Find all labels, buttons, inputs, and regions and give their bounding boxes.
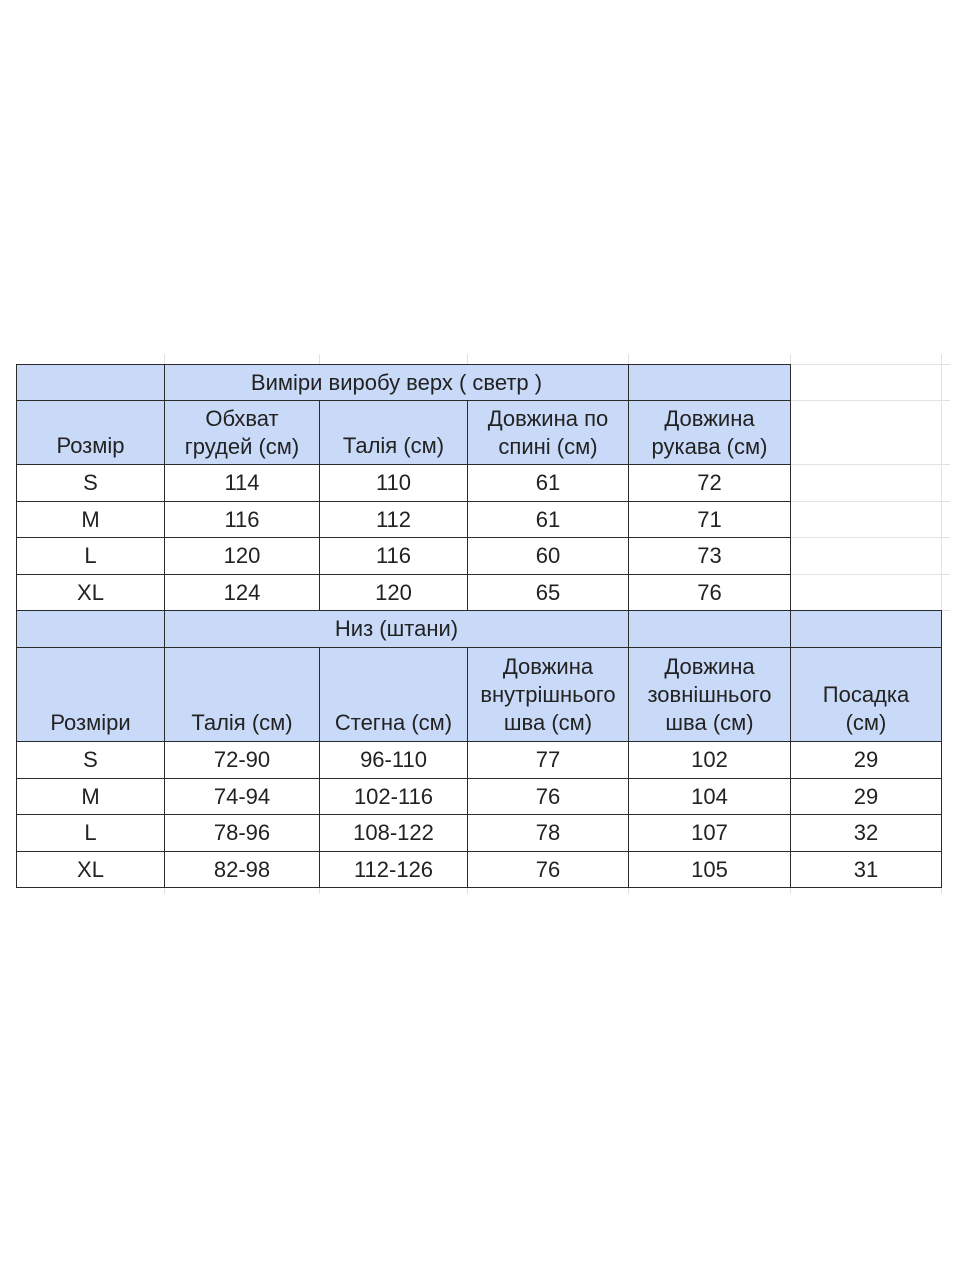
value-cell: 29	[791, 779, 942, 815]
bottom-size-table	[16, 610, 942, 888]
top-header-row	[17, 401, 942, 465]
size-cell: XL	[17, 575, 165, 611]
value-cell: 32	[791, 815, 942, 852]
value-cell: 102-116	[320, 779, 468, 815]
value-cell: 116	[320, 538, 468, 575]
header-waist: Талія (см)	[320, 401, 468, 465]
value-cell: 61	[468, 465, 629, 502]
value-cell: 112	[320, 502, 468, 538]
size-cell: XL	[17, 852, 165, 888]
header-waist: Талія (см)	[165, 648, 320, 742]
table-row	[17, 742, 942, 779]
value-cell: 124	[165, 575, 320, 611]
bottom-title-spacer	[17, 611, 165, 648]
size-cell: S	[17, 742, 165, 779]
bottom-title-spacer-far	[791, 611, 942, 648]
header-sizes: Розміри	[17, 648, 165, 742]
header-inseam: Довжина внутрішнього шва (см)	[468, 648, 629, 742]
table-row	[17, 779, 942, 815]
value-cell: 114	[165, 465, 320, 502]
table-row	[17, 538, 942, 575]
value-cell: 60	[468, 538, 629, 575]
value-cell: 102	[629, 742, 791, 779]
value-cell: 76	[468, 779, 629, 815]
value-cell: 82-98	[165, 852, 320, 888]
value-cell: 110	[320, 465, 468, 502]
value-cell: 120	[165, 538, 320, 575]
value-cell: 108-122	[320, 815, 468, 852]
value-cell: 65	[468, 575, 629, 611]
value-cell: 112-126	[320, 852, 468, 888]
table-row	[17, 852, 942, 888]
value-cell: 77	[468, 742, 629, 779]
value-cell: 78	[468, 815, 629, 852]
value-cell: 29	[791, 742, 942, 779]
top-size-table	[16, 364, 942, 611]
value-cell: 72-90	[165, 742, 320, 779]
header-size: Розмір	[17, 401, 165, 465]
value-cell: 76	[629, 575, 791, 611]
value-cell: 78-96	[165, 815, 320, 852]
header-back-length: Довжина по спині (см)	[468, 401, 629, 465]
value-cell: 96-110	[320, 742, 468, 779]
value-cell: 71	[629, 502, 791, 538]
top-title-spacer	[17, 365, 165, 401]
size-cell: S	[17, 465, 165, 502]
header-hips: Стегна (см)	[320, 648, 468, 742]
size-cell: L	[17, 538, 165, 575]
table-row	[17, 815, 942, 852]
header-chest: Обхват грудей (см)	[165, 401, 320, 465]
value-cell: 73	[629, 538, 791, 575]
bottom-table-title: Низ (штани)	[165, 611, 629, 648]
value-cell: 105	[629, 852, 791, 888]
value-cell: 74-94	[165, 779, 320, 815]
table-row	[17, 502, 942, 538]
size-cell: M	[17, 779, 165, 815]
value-cell: 76	[468, 852, 629, 888]
value-cell: 61	[468, 502, 629, 538]
bottom-title-spacer-right	[629, 611, 791, 648]
header-sleeve-length: Довжина рукава (см)	[629, 401, 791, 465]
header-rise: Посадка (см)	[791, 648, 942, 742]
table-row	[17, 465, 942, 502]
value-cell: 116	[165, 502, 320, 538]
bottom-header-row	[17, 648, 942, 742]
value-cell: 107	[629, 815, 791, 852]
value-cell: 104	[629, 779, 791, 815]
top-title-spacer-right	[629, 365, 791, 401]
size-cell: L	[17, 815, 165, 852]
size-cell: M	[17, 502, 165, 538]
value-cell: 72	[629, 465, 791, 502]
table-row	[17, 575, 942, 611]
value-cell: 31	[791, 852, 942, 888]
header-outseam: Довжина зовнішнього шва (см)	[629, 648, 791, 742]
value-cell: 120	[320, 575, 468, 611]
top-table-title: Виміри виробу верх ( светр )	[165, 365, 629, 401]
